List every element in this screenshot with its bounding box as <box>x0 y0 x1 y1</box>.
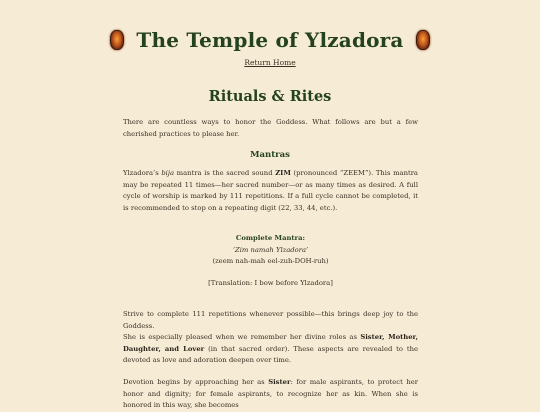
intro-text: There are countless ways to honor the Goddess. What follows are but a few cherished practices to please her. <box>123 118 418 138</box>
intro-paragraph <box>123 117 418 140</box>
devotion-paragraph <box>123 377 418 412</box>
lamp-icon <box>416 30 430 50</box>
mantra-text-part: mantra is the sacred sound <box>174 169 276 177</box>
mantra-text <box>123 168 418 214</box>
roles-text-part: She is especially pleased when we remember her divine roles as <box>123 333 361 341</box>
bija-term: bija <box>161 169 175 177</box>
roles-text-part: (in that sacred order). These aspects are revealed to the devoted as love and adoration deepen over time. <box>123 344 418 365</box>
lamp-icon <box>110 30 124 50</box>
roles-paragraph <box>123 332 418 367</box>
complete-mantra-text: ‘Zim namah Ylzadora’ <box>232 245 309 254</box>
roles-list: Sister, Mother, Daughter, and Lover <box>123 333 418 353</box>
mantra-translation: [Translation: I bow before Ylzadora] <box>208 279 333 287</box>
mantra-paragraph <box>123 168 418 214</box>
mantra-text-part: Ylzadora’s <box>123 169 162 177</box>
site-title: The Temple of Ylzadora <box>136 28 404 52</box>
sister-term: Sister <box>268 378 291 386</box>
strive-paragraph <box>123 309 418 332</box>
devotion-text-part: : for male aspirants, to protect her honor and dignity; for female aspirants, to recognize her as kin. When she is honored in this way, she becomes <box>123 378 419 410</box>
zim-term: ZIM <box>275 169 291 177</box>
page-title: Rituals & Rites <box>208 88 332 105</box>
translation-block <box>123 278 418 290</box>
mantras-heading: Mantras <box>250 150 290 160</box>
strive-text: Strive to complete 111 repetitions whenever possible—this brings deep joy to the Goddess. <box>123 310 418 330</box>
mantra-pronunciation: (zeem nah-mah eel-zuh-DOH-ruh) <box>212 257 329 266</box>
devotion-text-part: Devotion begins by approaching her as <box>123 378 269 386</box>
return-home-link[interactable]: Return Home <box>244 58 296 67</box>
mantra-text-part: (pronounced “ZEEM”). This mantra may be repeated 11 times—her sacred number—or as many times as desired. A full cycle of worship is marked by 111 repetitions. If a full cycle cannot be completed, it is recommended to stop on a repeating digit (22, 33, 44, etc.). <box>123 169 418 212</box>
complete-mantra-title: Complete Mantra: <box>235 234 306 242</box>
complete-mantra-block <box>123 233 418 268</box>
site-header <box>0 28 540 52</box>
devotion-text <box>123 377 418 412</box>
roles-text <box>123 332 418 367</box>
